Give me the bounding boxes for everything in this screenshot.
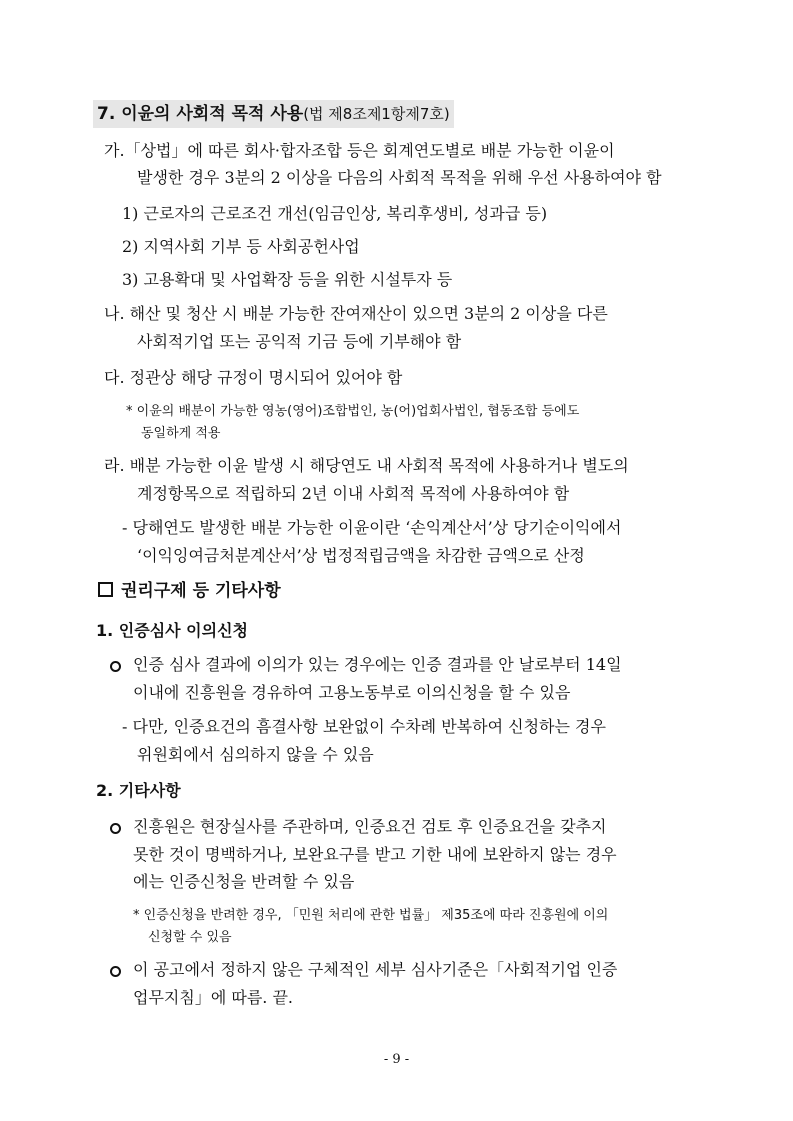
note-2-line2: 신청할 수 있음 [148,930,232,945]
subsection-1-title: 1. 인증심사 이의신청 [96,621,248,640]
list-item-1: 1) 근로자의 근로조건 개선(임금인상, 복리후생비, 성과급 등) [122,204,548,223]
clause-da: 다. 정관상 해당 규정이 명시되어 있어야 함 [104,368,403,387]
remedy-section-heading [98,580,281,602]
note-1-line1: * 이윤의 배분이 가능한 영농(영어)조합법인, 농(어)업회사법인, 협동조합 등에도 [126,404,580,419]
list-item-2: 2) 지역사회 기부 등 사회공헌사업 [122,237,360,256]
clause-ga-line2: 발생한 경우 3분의 2 이상을 다음의 사회적 목적을 위해 우선 사용하여야 함 [137,168,662,187]
circle-bullet-icon [110,823,121,834]
clause-ga-line1: 가.「상법」에 따른 회사·합자조합 등은 회계연도별로 배분 가능한 이윤이 [104,141,615,160]
sub2-bullet2-line2: 업무지침」에 따름. 끝. [133,988,293,1007]
sub2-bullet1-line3: 에는 인증신청을 반려할 수 있음 [133,872,355,891]
clause-ra-line1: 라. 배분 가능한 이윤 발생 시 해당연도 내 사회적 목적에 사용하거나 별도의 [104,456,629,475]
sub2-bullet1-line1: 진흥원은 현장실사를 주관하며, 인증요건 검토 후 인증요건을 갖추지 [133,817,607,836]
section-7-title: 7. 이윤의 사회적 목적 사용 [97,104,304,124]
sub2-bullet1-line2: 못한 것이 명백하거나, 보완요구를 받고 기한 내에 보완하지 않는 경우 [133,845,617,864]
dash-note-line2: ‘이익잉여금처분계산서’상 법정적립금액을 차감한 금액으로 산정 [137,546,585,565]
clause-na-line2: 사회적기업 또는 공익적 기금 등에 기부해야 함 [137,332,462,351]
dash-note-line1: - 당해연도 발생한 배분 가능한 이윤이란 ‘손익계산서’상 당기순이익에서 [122,518,622,537]
subsection-2-title: 2. 기타사항 [96,781,181,800]
circle-bullet-icon [110,966,121,977]
sub1-bullet-line2: 이내에 진흥원을 경유하여 고용노동부로 이의신청을 할 수 있음 [133,683,571,702]
note-1-line2: 동일하게 적용 [141,426,221,441]
list-item-3: 3) 고용확대 및 사업확장 등을 위한 시설투자 등 [122,270,453,289]
sub1-bullet-line1: 인증 심사 결과에 이의가 있는 경우에는 인증 결과를 안 날로부터 14일 [133,655,622,674]
square-bullet-icon [98,582,113,597]
section-7-heading [93,100,454,128]
remedy-section-title: 권리구제 등 기타사항 [121,581,281,601]
note-2-line1: * 인증신청을 반려한 경우, 「민원 처리에 관한 법률」 제35조에 따라 진흥원에 이의 [133,908,609,923]
circle-bullet-icon [110,661,121,672]
sub1-dash-line1: - 다만, 인증요건의 흠결사항 보완없이 수차례 반복하여 신청하는 경우 [122,717,606,736]
clause-na-line1: 나. 해산 및 청산 시 배분 가능한 잔여재산이 있으면 3분의 2 이상을 다른 [104,304,608,323]
sub2-bullet2-line1: 이 공고에서 정하지 않은 구체적인 세부 심사기준은「사회적기업 인증 [133,960,618,979]
page-number: - 9 - [383,1052,410,1067]
clause-ra-line2: 계정항목으로 적립하되 2년 이내 사회적 목적에 사용하여야 함 [137,484,570,503]
section-7-law-reference: (법 제8조제1항제7호) [303,105,450,123]
sub1-dash-line2: 위원회에서 심의하지 않을 수 있음 [137,745,374,764]
